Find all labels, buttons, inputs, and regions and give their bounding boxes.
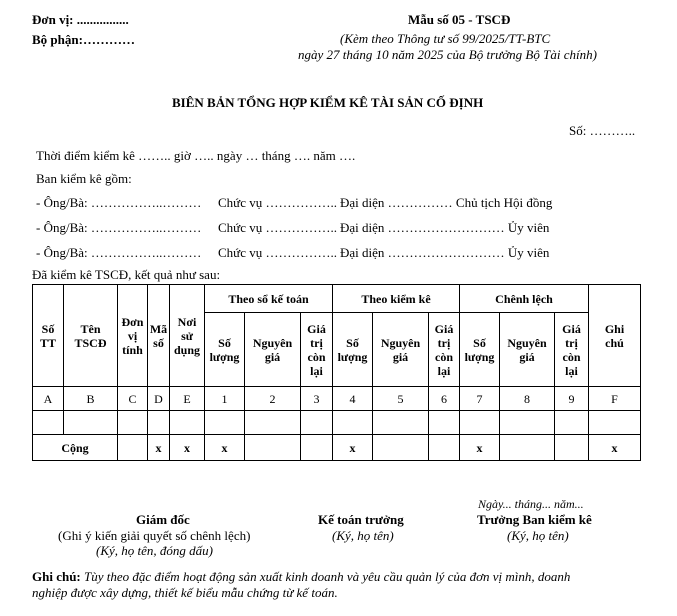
circular-ref-line2: ngày 27 tháng 10 năm 2025 của Bộ trưởng Bộ Tài chính) [298, 47, 597, 62]
table-cell [429, 411, 460, 435]
result-intro: Đã kiểm kê TSCĐ, kết quả như sau: [32, 267, 221, 282]
table-cell: 1 [205, 387, 245, 411]
table-cell [118, 435, 148, 461]
table-cell: 8 [500, 387, 555, 411]
board-head-sign-note: (Ký, họ tên) [507, 528, 569, 543]
member-represent: Đại diện ……………………… Ủy viên [340, 220, 550, 235]
group-header-counted: Theo kiểm kê [333, 285, 460, 313]
table-cell: 2 [245, 387, 301, 411]
director-note: (Ghi ý kiến giải quyết số chênh lệch) [58, 528, 251, 543]
inventory-table [32, 284, 641, 461]
document-number: Số: ……….. [569, 123, 636, 138]
table-group-header-row [33, 285, 641, 313]
table-cell: x [589, 435, 641, 461]
table-row [33, 411, 641, 435]
dept-label: Bộ phận:………… [32, 32, 135, 47]
table-cell: 7 [460, 387, 500, 411]
table-cell [301, 435, 333, 461]
table-cell [301, 411, 333, 435]
table-cell: D [148, 387, 170, 411]
member-position: Chức vụ …………….. [218, 195, 337, 210]
table-cell: 5 [373, 387, 429, 411]
table-cell [33, 411, 64, 435]
footnote-label: Ghi chú: [32, 569, 81, 584]
col-header-remaining: Giá trị còn lại [555, 313, 589, 387]
table-cell: E [170, 387, 205, 411]
table-cell [148, 411, 170, 435]
col-header-remaining: Giá trị còn lại [301, 313, 333, 387]
col-header-stt: Số TT [33, 285, 64, 387]
col-header-qty: Số lượng [333, 313, 373, 387]
table-cell [373, 435, 429, 461]
form-number: Mẫu số 05 - TSCĐ [408, 12, 511, 27]
board-intro: Ban kiểm kê gồm: [36, 171, 132, 186]
member-position: Chức vụ …………….. [218, 220, 337, 235]
member-position: Chức vụ …………….. [218, 245, 337, 260]
table-cell: 6 [429, 387, 460, 411]
col-header-unit: Đơn vị tính [118, 285, 148, 387]
col-header-code: Mã số [148, 285, 170, 387]
col-header-cost: Nguyên giá [500, 313, 555, 387]
director-sign-note: (Ký, họ tên, đóng dấu) [96, 543, 213, 558]
table-cell [245, 411, 301, 435]
table-cell [170, 411, 205, 435]
inventory-time-line: Thời điểm kiểm kê …….. giờ ….. ngày … tháng …. năm …. [36, 148, 356, 163]
table-cell [118, 411, 148, 435]
table-code-row [33, 387, 641, 411]
circular-ref-line1: (Kèm theo Thông tư số 99/2025/TT-BTC [340, 31, 551, 46]
table-cell: x [170, 435, 205, 461]
member-name: - Ông/Bà: ……………..……… [36, 220, 202, 235]
chief-accountant-sign-note: (Ký, họ tên) [332, 528, 394, 543]
table-cell: x [460, 435, 500, 461]
footnote [32, 569, 570, 585]
document-title: BIÊN BẢN TỔNG HỢP KIỂM KÊ TÀI SẢN CỐ ĐỊNH [172, 95, 484, 110]
table-cell [205, 411, 245, 435]
table-cell: B [64, 387, 118, 411]
table-cell [555, 435, 589, 461]
director-title: Giám đốc [136, 512, 190, 527]
table-cell: C [118, 387, 148, 411]
table-cell: 3 [301, 387, 333, 411]
total-label: Cộng [33, 435, 118, 461]
table-cell: x [205, 435, 245, 461]
member-name: - Ông/Bà: ……………..……… [36, 195, 202, 210]
table-cell [429, 435, 460, 461]
unit-label: Đơn vị: ................ [32, 12, 129, 27]
table-total-row [33, 435, 641, 461]
signature-date: Ngày... tháng... năm... [478, 497, 584, 511]
board-head-title: Trưởng Ban kiểm kê [477, 512, 592, 527]
footnote-text-line2: nghiệp được xây dựng, thiết kế biểu mẫu chứng từ kế toán. [32, 585, 338, 600]
table-cell [500, 411, 555, 435]
table-cell: 9 [555, 387, 589, 411]
table-cell: x [333, 435, 373, 461]
table-cell [589, 411, 641, 435]
col-header-note: Ghi chú [589, 285, 641, 387]
table-cell [500, 435, 555, 461]
table-cell: A [33, 387, 64, 411]
col-header-name: Tên TSCĐ [64, 285, 118, 387]
group-header-books: Theo sổ kế toán [205, 285, 333, 313]
member-represent: Đại diện …………… Chủ tịch Hội đồng [340, 195, 553, 210]
col-header-cost: Nguyên giá [373, 313, 429, 387]
table-cell [460, 411, 500, 435]
group-header-difference: Chênh lệch [460, 285, 589, 313]
table-cell [245, 435, 301, 461]
footnote-text-line1: Tùy theo đặc điểm hoạt động sản xuất kinh doanh và yêu cầu quản lý của đơn vị mình, doanh [80, 569, 571, 584]
col-header-remaining: Giá trị còn lại [429, 313, 460, 387]
table-cell [333, 411, 373, 435]
col-header-place: Nơi sử dụng [170, 285, 205, 387]
chief-accountant-title: Kế toán trưởng [318, 512, 404, 527]
col-header-cost: Nguyên giá [245, 313, 301, 387]
table-cell: x [148, 435, 170, 461]
table-cell: F [589, 387, 641, 411]
table-cell [555, 411, 589, 435]
col-header-qty: Số lượng [460, 313, 500, 387]
member-name: - Ông/Bà: ……………..……… [36, 245, 202, 260]
table-cell [373, 411, 429, 435]
table-cell: 4 [333, 387, 373, 411]
member-represent: Đại diện ……………………… Ủy viên [340, 245, 550, 260]
col-header-qty: Số lượng [205, 313, 245, 387]
table-cell [64, 411, 118, 435]
